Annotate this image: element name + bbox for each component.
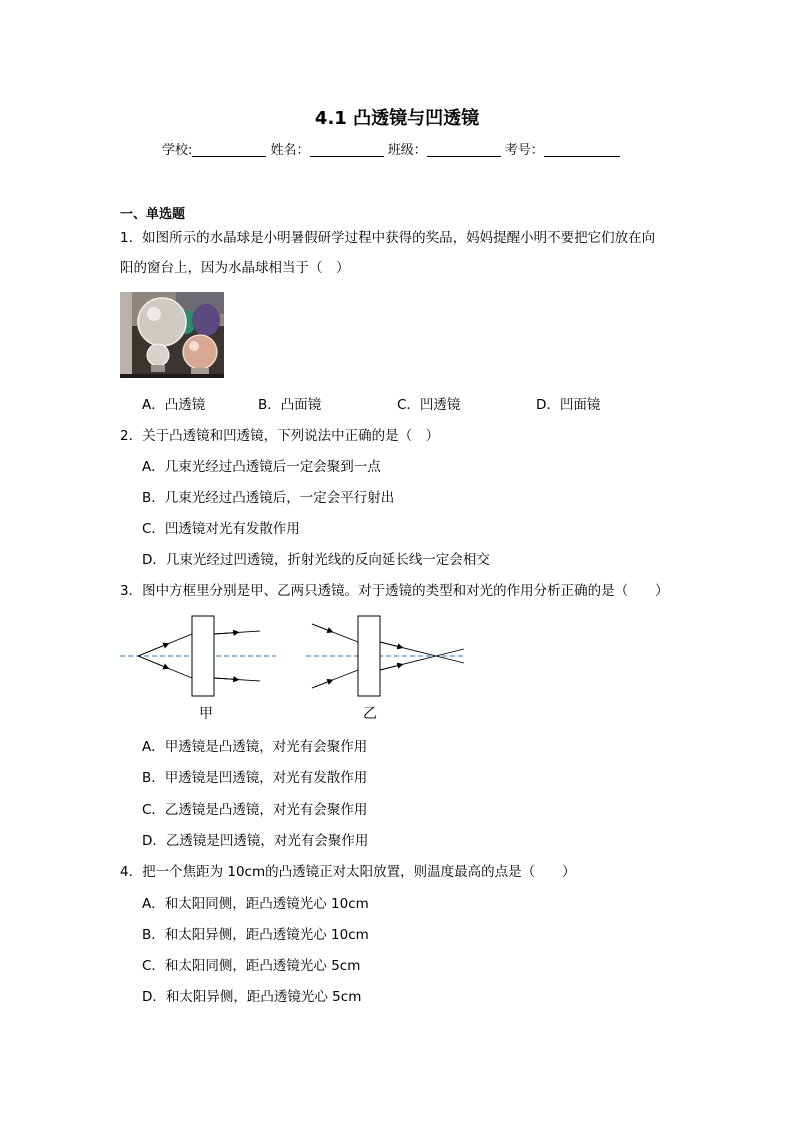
number-label: 考号： (504, 143, 544, 158)
q3-option-b[interactable]: B．甲透镜是凹透镜，对光有发散作用 (142, 770, 368, 786)
q1-option-d[interactable]: D．凹面镜 (536, 397, 601, 413)
q1-stem-line2: 阳的窗台上，因为水晶球相当于（ ） (120, 260, 350, 276)
q2-option-d[interactable]: D．几束光经过凹透镜，折射光线的反向延长线一定会相交 (142, 552, 490, 568)
lens-a-label: 甲 (199, 706, 213, 722)
name-blank[interactable] (310, 142, 384, 157)
page-title: 4.1 凸透镜与凹透镜 (314, 108, 480, 129)
q3-option-d[interactable]: D．乙透镜是凹透镜，对光有会聚作用 (142, 833, 369, 849)
q1-stem-line1: 1．如图所示的水晶球是小明暑假研学过程中获得的奖品，妈妈提醒小明不要把它们放在向 (120, 230, 656, 246)
class-blank[interactable] (427, 142, 501, 157)
q1-option-c[interactable]: C．凹透镜 (397, 397, 461, 413)
lens-diagram (118, 612, 468, 724)
q2-stem: 2．关于凸透镜和凹透镜，下列说法中正确的是（ ） (120, 428, 440, 444)
q4-option-b[interactable]: B．和太阳异侧，距凸透镜光心 10cm (142, 927, 369, 943)
q3-option-c[interactable]: C．乙透镜是凸透镜，对光有会聚作用 (142, 802, 368, 818)
q1-option-b[interactable]: B．凸面镜 (258, 397, 322, 413)
lens-b-label: 乙 (363, 706, 377, 722)
crystal-ball-photo (120, 292, 224, 378)
school-blank[interactable] (192, 142, 266, 157)
q1-option-a[interactable]: A．凸透镜 (142, 397, 206, 413)
section-title: 一、单选题 (120, 207, 186, 222)
q4-option-a[interactable]: A．和太阳同侧，距凸透镜光心 10cm (142, 896, 369, 912)
school-label: 学校: (162, 143, 193, 158)
number-blank[interactable] (544, 142, 620, 157)
q2-option-b[interactable]: B．几束光经过凸透镜后，一定会平行射出 (142, 490, 395, 506)
q2-option-a[interactable]: A．几束光经过凸透镜后一定会聚到一点 (142, 459, 381, 475)
q3-stem: 3．图中方框里分别是甲、乙两只透镜。对于透镜的类型和对光的作用分析正确的是（ ） (120, 583, 669, 599)
q4-stem: 4．把一个焦距为 10cm的凸透镜正对太阳放置，则温度最高的点是（ ） (120, 864, 576, 880)
q4-option-d[interactable]: D．和太阳异侧，距凸透镜光心 5cm (142, 989, 362, 1005)
q3-option-a[interactable]: A．甲透镜是凸透镜，对光有会聚作用 (142, 739, 368, 755)
q2-option-c[interactable]: C．凹透镜对光有发散作用 (142, 521, 300, 537)
name-label: 姓名： (270, 143, 310, 158)
student-info-row (162, 139, 620, 158)
class-label: 班级： (387, 143, 427, 158)
q4-option-c[interactable]: C．和太阳同侧，距凸透镜光心 5cm (142, 958, 361, 974)
